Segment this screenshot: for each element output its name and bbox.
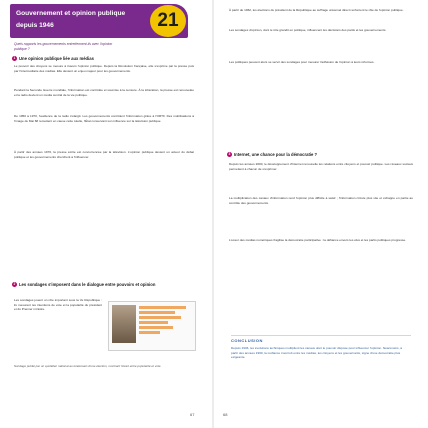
paragraph: De 1950 à 1970, l'audience de la radio s'élargit. Les gouvernements contrôlent l'information grâce à l'ORTF. Des mobilisations à l'image de Mai 68 remettent en cause cette tutelle, l'État conservant son influence sur la télévision publique. bbox=[14, 114, 194, 123]
paragraph: La multiplication des canaux d'information rend l'opinion plus difficile à saisir ; l'information circule plus vite et échappe en partie au contrôle des gouvernements. bbox=[229, 196, 413, 205]
chapter-title-line2: depuis 1946 bbox=[16, 22, 54, 29]
gutter bbox=[212, 0, 214, 428]
conclusion-label: CONCLUSION bbox=[231, 338, 263, 343]
paragraph: Les sondages jouent un rôle important sous la Ve République : ils mesurent les intentions de vote et la popularité du président et du Premier ministre. bbox=[14, 298, 102, 312]
paragraph: L'essor des médias numériques fragilise la démocratie participative : la défiance envers les élus et les partis politiques progresse. bbox=[229, 238, 407, 242]
paragraph: Les politiques peuvent alors se servir des sondages pour mesurer l'adhésion de l'opinion à leurs réformes. bbox=[229, 60, 375, 64]
survey-illustration bbox=[108, 301, 196, 351]
section-title-text: Une opinion publique liée aux médias bbox=[19, 56, 94, 61]
section-number-badge: 1 bbox=[13, 56, 16, 60]
figure-caption: Sondage publié par un quotidien national au lendemain d'une élection, montrant l'écart entre popularité et vote. bbox=[14, 364, 162, 368]
section-number-badge: 2 bbox=[13, 282, 16, 286]
portrait-photo bbox=[112, 305, 136, 343]
paragraph: Le pouvoir des citoyens se mesure à travers l'opinion publique. Depuis la Révolution française, elle s'exprime par la presse puis par l'intermédiaire des médias. Elle devient un enjeu majeur pour les gouvernements. bbox=[14, 64, 194, 73]
chapter-intro: Quels rapports les gouvernements entretiennent-ils avec l'opinion publique ? bbox=[14, 42, 113, 51]
left-page bbox=[0, 0, 213, 428]
section-title-text: Les sondages s'imposent dans le dialogue entre pouvoirs et opinion bbox=[19, 282, 156, 287]
chapter-number-badge: 21 bbox=[150, 5, 186, 37]
survey-bars bbox=[139, 306, 191, 346]
right-page bbox=[215, 0, 428, 428]
section-1-title bbox=[12, 56, 94, 61]
paragraph: Les sondages d'opinion, dont le rôle grandit en politique, influencent les décisions des partis et les gouvernements. bbox=[229, 28, 387, 32]
section-number-badge: 3 bbox=[228, 152, 231, 156]
paragraph: Depuis les années 2000, le développement d'Internet renouvelle les relations entre citoyens et pouvoir politique. Les réseaux sociaux permettent à chacun de s'exprimer. bbox=[229, 162, 413, 171]
section-2-title bbox=[12, 282, 155, 287]
section-title-text: Internet, une chance pour la démocratie ? bbox=[234, 152, 318, 157]
page-number: 67 bbox=[190, 412, 195, 417]
conclusion-box bbox=[231, 335, 411, 408]
conclusion-text: Depuis 1946, les évolutions techniques multiplient les canaux dont le pouvoir dispose pour influencer l'opinion. Néanmoins, à partir des années 1960, la méfiance s'accroît entre les médias, les citoyens et les gouvernants, signe d'une démocratie plus exigeante. bbox=[231, 346, 403, 360]
chapter-title-line1: Gouvernement et opinion publique bbox=[16, 10, 126, 17]
section-3-title bbox=[227, 152, 317, 157]
paragraph: À partir des années 1970, la presse écrite est concurrencée par la télévision. L'opinion publique devient un acteur du débat politique et les gouvernements cherchent à l'influencer. bbox=[14, 150, 194, 159]
paragraph: À partir de 1962, les élections du président de la République au suffrage universel direct renforcent le rôle de l'opinion publique. bbox=[229, 8, 404, 12]
paragraph: Pendant la Seconde Guerre mondiale, l'information est contrôlée et soumise à la censure. À la Libération, la presse est renouvelée et la radio devient un média central de la vie politique. bbox=[14, 88, 194, 97]
page-number: 68 bbox=[223, 412, 228, 417]
